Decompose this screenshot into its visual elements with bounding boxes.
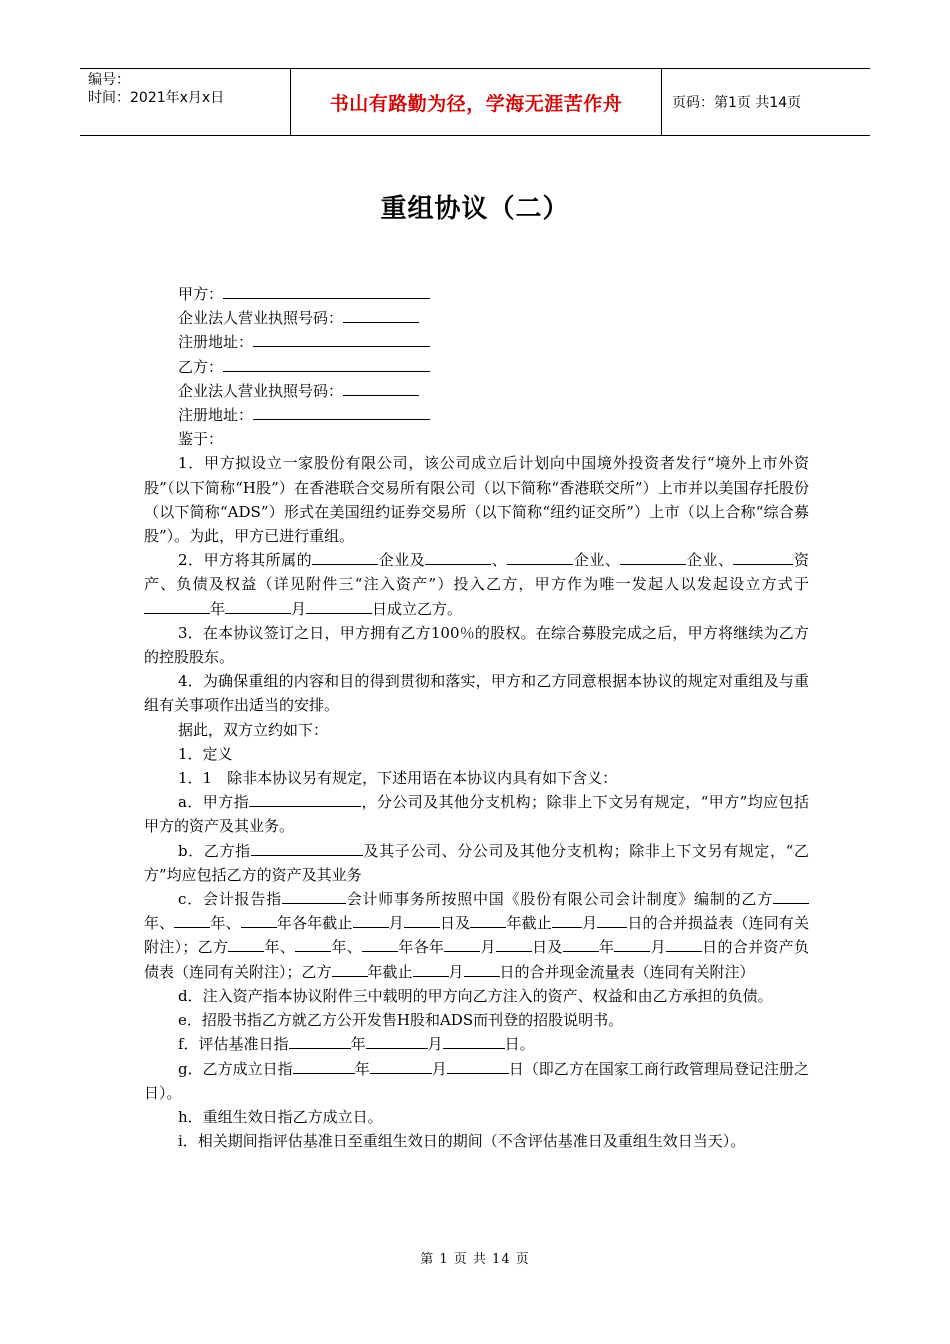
blank-field[interactable] [464,961,500,977]
blank-field[interactable] [332,961,368,977]
blank-field[interactable] [370,1058,432,1074]
blank-field[interactable] [343,307,419,323]
blank-field[interactable] [773,888,809,904]
header-meta [80,69,291,136]
blank-field[interactable] [552,912,582,928]
blank-field[interactable] [443,1033,505,1049]
blank-field[interactable] [425,549,491,565]
blank-field[interactable] [343,380,419,396]
agreement-intro: 据此，双方立约如下： [178,720,329,739]
blank-field[interactable] [223,283,430,299]
blank-field[interactable] [614,936,650,952]
document-number: 编号： [88,72,130,88]
blank-field[interactable] [404,912,440,928]
blank-field[interactable] [225,598,291,614]
blank-field[interactable] [444,936,480,952]
blank-field[interactable] [249,791,361,807]
party-a-address-line: 注册地址： [144,330,809,354]
blank-field[interactable] [620,549,686,565]
blank-field[interactable] [174,912,210,928]
blank-field[interactable] [507,549,573,565]
blank-field[interactable] [251,840,363,856]
blank-field[interactable] [733,549,793,565]
blank-field[interactable] [362,936,398,952]
header-page-info: 页码：第1页 共14页 [662,69,871,136]
definition-c: c．会计报告指 会计师事务所按照中国《股份有限公司会计制度》编制的乙方年、 年、 年各年截止 月 日及 年截止 月 日的合并损益表（连同有关附注）；乙方 年、 年、 年各年 月 日及 年 月 日的合并资产负债表（连同有关附注）；乙方 年截止 月 日的合并现金流量表（连同有关附注） [144,890,809,981]
document-title: 重组协议（二） [380,194,570,224]
blank-field[interactable] [353,912,389,928]
blank-field[interactable] [306,598,372,614]
blank-field[interactable] [447,1058,509,1074]
definition-d: d．注入资产指本协议附件三中载明的甲方向乙方注入的资产、权益和由乙方承担的负债。 [178,986,773,1005]
blank-field[interactable] [366,1033,428,1049]
blank-field[interactable] [228,936,264,952]
blank-field[interactable] [223,356,430,372]
blank-field[interactable] [496,936,532,952]
definition-b: b．乙方指 及其子公司、分公司及其他分支机构；除非上下文另有规定，“乙方”均应包括乙方的资产及其业务 [144,841,809,884]
recital-3: 3．在本协议签订之日，甲方拥有乙方100％的股权。在综合募股完成之后，甲方将继续为乙方的控股股东。 [144,623,809,667]
clause-1-1: 1．1 除非本协议另有规定，下述用语在本协议内具有如下含义： [178,769,618,788]
blank-field[interactable] [597,912,627,928]
definition-g: g．乙方成立日指 年 月 日（即乙方在国家工商行政管理局登记注册之日）。 [144,1059,809,1102]
blank-field[interactable] [666,936,702,952]
blank-field[interactable] [312,549,378,565]
page-header [80,68,870,136]
recital-2: 2．甲方将其所属的 企业及 、 企业、 企业、 资产、负债及权益（详见附件三“注入资产”）投入乙方，甲方作为唯一发起人以发起设立方式于年 月 日成立乙方。 [144,551,809,618]
header-motto: 书山有路勤为径，学海无涯苦作舟 [329,92,623,115]
blank-field[interactable] [253,404,430,420]
page-footer: 第 1 页 共 14 页 [420,1252,530,1267]
whereas-label: 鉴于： [178,430,224,449]
party-a-license-line: 企业法人营业执照号码： [144,306,809,330]
document-date: 时间：2021年x月x日 [88,90,225,106]
definition-h: h．重组生效日指乙方成立日。 [178,1107,383,1126]
blank-field[interactable] [253,331,430,347]
document-body [144,282,809,1153]
definition-a: a．甲方指 ，分公司及其他分支机构；除非上下文另有规定，“甲方”均应包括甲方的资产及其业务。 [144,793,809,836]
blank-field[interactable] [282,888,346,904]
blank-field[interactable] [289,1033,351,1049]
party-b-license-line: 企业法人营业执照号码： [144,379,809,403]
definition-f: f．评估基准日指 年 月 日。 [178,1035,535,1054]
blank-field[interactable] [413,961,449,977]
section-1-heading: 1．定义 [178,744,233,763]
header-motto-cell [291,69,662,136]
blank-field[interactable] [470,912,506,928]
blank-field[interactable] [293,1058,355,1074]
recital-1: 1．甲方拟设立一家股份有限公司，该公司成立后计划向中国境外投资者发行“境外上市外资股”（以下简称“H股”）在香港联合交易所有限公司（以下简称“香港联交所”）上市并以美国存托股份（以下简称“ADS”）形式在美国纽约证券交易所（以下简称“纽约证交所”）上市（以上合称“综合募股”）。为此，甲方已进行重组。 [144,454,809,546]
party-b-line: 乙方： [144,355,809,379]
blank-field[interactable] [144,598,210,614]
definition-i: i．相关期间指评估基准日至重组生效日的期间（不含评估基准日及重组生效日当天）。 [178,1132,746,1151]
blank-field[interactable] [241,912,277,928]
party-a-line: 甲方： [144,282,809,306]
blank-field[interactable] [295,936,331,952]
blank-field[interactable] [563,936,599,952]
definition-e: e．招股书指乙方就乙方公开发售H股和ADS而刊登的招股说明书。 [178,1011,624,1030]
party-b-address-line: 注册地址： [144,403,809,427]
recital-4: 4．为确保重组的内容和目的得到贯彻和落实，甲方和乙方同意根据本协议的规定对重组及与重组有关事项作出适当的安排。 [144,672,809,715]
